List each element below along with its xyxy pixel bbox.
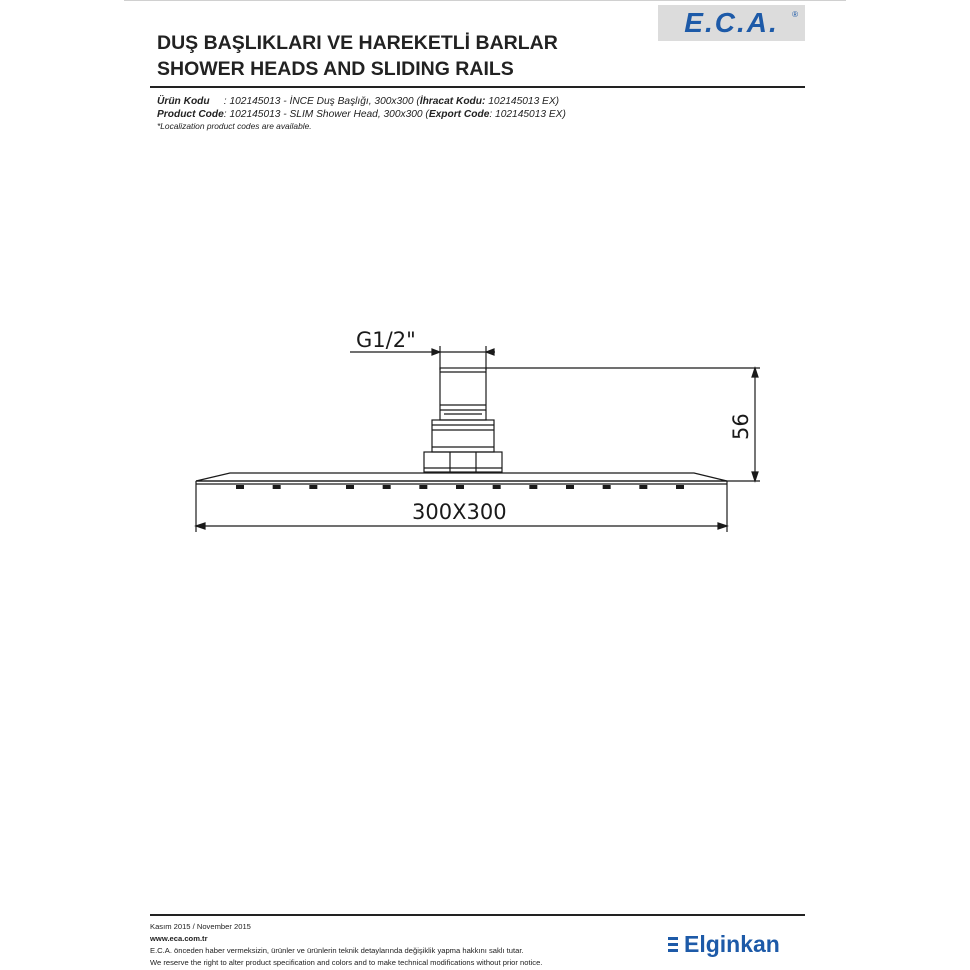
nozzle-row [236,485,684,489]
footer [150,921,542,969]
product-code-en-label: Product Code [157,109,224,120]
nozzle-mark [309,485,317,489]
nozzle-mark [493,485,501,489]
thread-arrow-left [432,349,440,355]
thread-arrow-right [486,349,494,355]
nozzle-mark [346,485,354,489]
elginkan-logo-text: Elginkan [684,931,780,957]
connector-base [424,452,502,472]
nozzle-mark [383,485,391,489]
nozzle-mark [236,485,244,489]
height-arrow-top [752,368,758,377]
width-arrow-left [196,523,205,529]
export-code-en-value: : 102145013 EX) [489,109,566,120]
footer-date: Kasım 2015 / November 2015 [150,922,251,931]
product-code-tr-label: Ürün Kodu [157,96,210,107]
nozzle-mark [419,485,427,489]
product-code-en-value: : 102145013 - SLIM Shower Head, 300x300 ( [223,109,429,120]
localization-note: *Localization product codes are available. [157,121,312,131]
thread-label: G1/2" [356,328,416,352]
width-label: 300X300 [412,500,507,524]
elginkan-logo [668,931,780,958]
height-arrow-bottom [752,472,758,481]
footer-rule [150,914,805,916]
product-code-tr-value: : 102145013 - İNCE Duş Başlığı, 300x300 ( [223,96,420,107]
nozzle-mark [603,485,611,489]
export-code-tr-label: İhracat Kodu: [419,96,486,107]
height-label: 56 [729,413,753,440]
nozzle-mark [676,485,684,489]
shower-plate-top [196,473,727,481]
export-code-en-label: Export Code [428,109,490,120]
nozzle-mark [566,485,574,489]
eca-logo-text: E.C.A. [684,7,779,38]
footer-notice-en: We reserve the right to alter product specification and colors and to make technical modifications without prior notice. [150,958,543,967]
footer-website-link[interactable]: www.eca.com.tr [150,934,208,943]
width-arrow-right [718,523,727,529]
elginkan-bars-icon [668,937,678,952]
export-code-tr-value: 102145013 EX) [485,96,560,107]
nozzle-mark [529,485,537,489]
nozzle-mark [456,485,464,489]
nozzle-mark [639,485,647,489]
registered-mark: ® [792,10,798,19]
title-english: SHOWER HEADS AND SLIDING RAILS [157,58,514,80]
footer-notice-tr: E.C.A. önceden haber vermeksizin, ürünler ve ürünlerin teknik detaylarında değişiklik yapma hakkını saklı tutar. [150,946,524,955]
nozzle-mark [273,485,281,489]
connector-top [440,368,486,420]
title-turkish: DUŞ BAŞLIKLARI VE HAREKETLİ BARLAR [157,32,558,54]
